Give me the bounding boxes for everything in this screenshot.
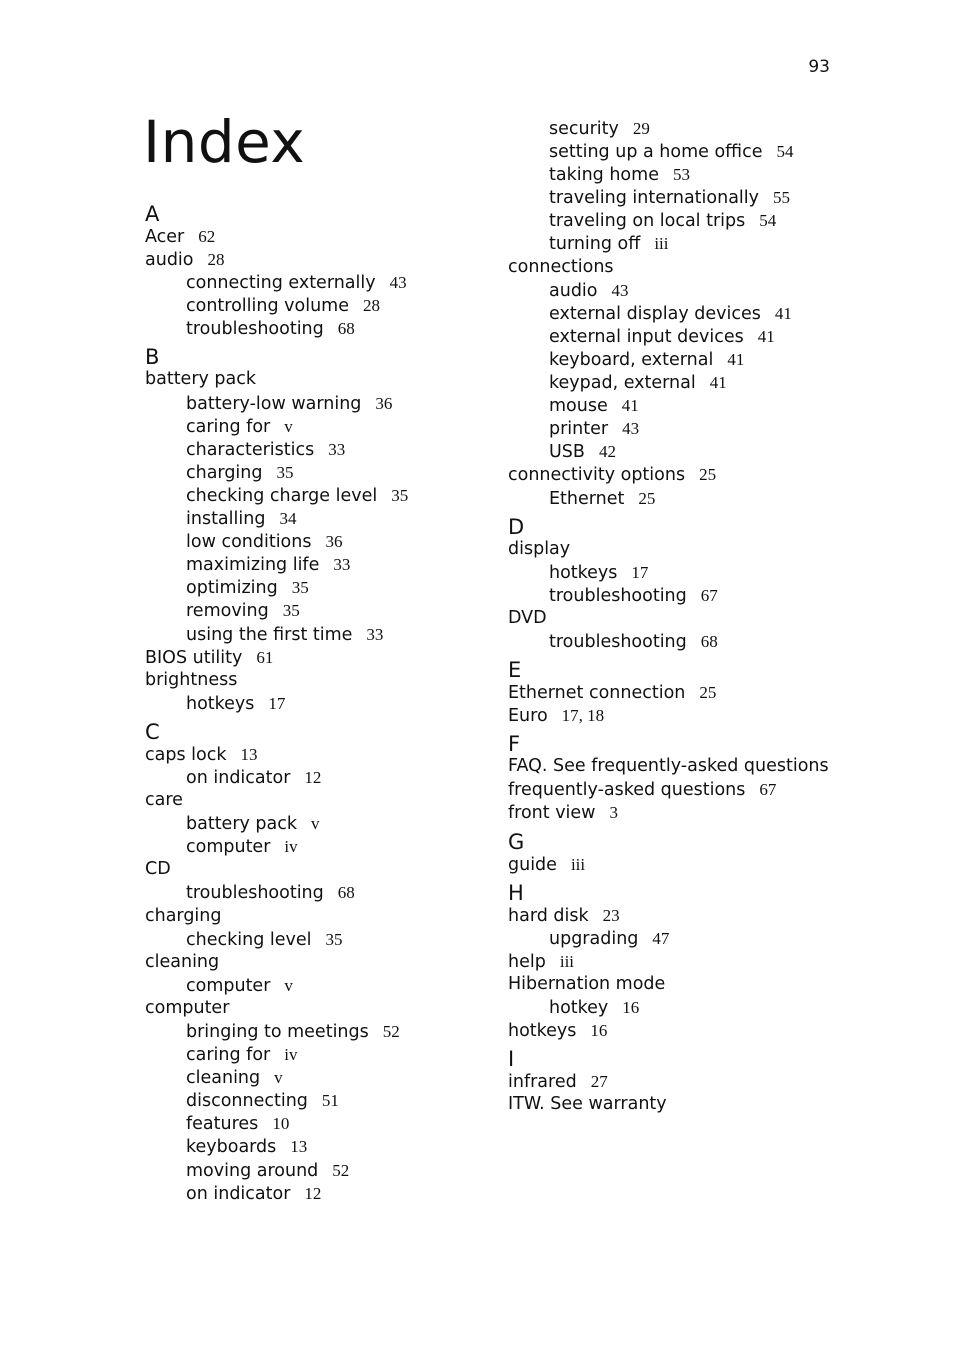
page-reference: 41 bbox=[757, 326, 775, 346]
index-subentry bbox=[508, 209, 838, 232]
index-term: security bbox=[549, 119, 619, 139]
page-reference: iv bbox=[284, 837, 298, 857]
index-term: mouse bbox=[549, 396, 608, 417]
index-subentry bbox=[145, 507, 485, 530]
index-entry bbox=[508, 538, 838, 561]
index-subentry bbox=[145, 438, 485, 461]
index-term: disconnecting bbox=[186, 1091, 308, 1112]
index-term: removing bbox=[186, 601, 269, 622]
index-term: keyboard, external bbox=[549, 349, 714, 370]
page-reference: 51 bbox=[321, 1091, 339, 1111]
page-reference: v bbox=[274, 1068, 283, 1088]
page-reference: 28 bbox=[362, 296, 380, 316]
page-reference: v bbox=[284, 975, 293, 995]
index-letter-heading: C bbox=[145, 719, 160, 744]
page-reference: 36 bbox=[325, 532, 343, 552]
index-term: DVD bbox=[508, 607, 547, 628]
page-reference: 29 bbox=[632, 119, 650, 138]
index-entry bbox=[508, 607, 838, 630]
index-subentry bbox=[145, 1089, 485, 1112]
index-term: bringing to meetings bbox=[186, 1022, 369, 1042]
index-term: charging bbox=[186, 462, 263, 483]
index-term: Ethernet bbox=[549, 488, 625, 509]
index-term: controlling volume bbox=[186, 296, 349, 317]
page-reference: 52 bbox=[382, 1022, 400, 1041]
index-term: keyboards bbox=[186, 1137, 277, 1158]
index-term: battery pack bbox=[145, 369, 257, 390]
index-column-left bbox=[145, 197, 485, 1205]
index-term: checking charge level bbox=[186, 485, 378, 506]
index-subentry bbox=[508, 186, 838, 209]
index-subentry bbox=[145, 317, 485, 340]
index-term: maximizing life bbox=[186, 555, 320, 576]
page-reference: 35 bbox=[276, 462, 294, 482]
page-reference: 16 bbox=[590, 1021, 608, 1041]
page-reference: 13 bbox=[240, 744, 258, 764]
page-reference: iii bbox=[559, 951, 575, 971]
index-term: caring for bbox=[186, 1045, 271, 1066]
index-entry bbox=[145, 248, 485, 271]
index-entry bbox=[508, 755, 838, 778]
index-entry bbox=[145, 997, 485, 1020]
page-reference: 25 bbox=[699, 683, 717, 703]
index-subentry bbox=[508, 325, 838, 348]
index-term: Acer bbox=[145, 227, 185, 247]
index-term: on indicator bbox=[186, 767, 291, 788]
index-subentry bbox=[508, 394, 838, 417]
page-reference: 53 bbox=[672, 165, 690, 185]
page-reference: 43 bbox=[611, 280, 629, 300]
index-term: external input devices bbox=[549, 326, 744, 347]
index-letter-heading: F bbox=[508, 732, 521, 757]
index-subentry bbox=[145, 1020, 485, 1043]
index-term: low conditions bbox=[186, 532, 312, 553]
index-term: computer bbox=[145, 997, 230, 1018]
page-reference: 47 bbox=[652, 928, 670, 948]
index-term: front view bbox=[508, 803, 596, 824]
page-reference: 43 bbox=[389, 273, 407, 293]
index-term: hard disk bbox=[508, 905, 589, 926]
index-subentry bbox=[508, 996, 838, 1019]
page-reference: 34 bbox=[279, 509, 297, 529]
index-subentry bbox=[508, 348, 838, 371]
page-reference: 28 bbox=[207, 250, 225, 270]
index-entry bbox=[508, 853, 838, 876]
index-term: traveling on local trips bbox=[549, 211, 746, 232]
index-subentry bbox=[145, 1159, 485, 1182]
page-reference: 25 bbox=[699, 465, 717, 485]
page-reference: 61 bbox=[256, 647, 274, 667]
index-term: computer bbox=[186, 975, 271, 996]
index-subentry bbox=[508, 417, 838, 440]
index-entry bbox=[508, 950, 838, 973]
index-subentry bbox=[508, 117, 838, 140]
page-reference: 33 bbox=[328, 439, 346, 459]
index-subentry bbox=[145, 392, 485, 415]
index-term: moving around bbox=[186, 1160, 319, 1181]
index-term: computer bbox=[186, 837, 271, 858]
index-subentry bbox=[145, 692, 485, 715]
index-term: audio bbox=[549, 280, 598, 301]
index-entry bbox=[508, 1093, 838, 1116]
index-term: care bbox=[145, 790, 183, 811]
page-reference: 68 bbox=[337, 883, 355, 903]
page-reference: 67 bbox=[700, 585, 718, 605]
index-subentry bbox=[145, 1043, 485, 1066]
index-subentry bbox=[145, 461, 485, 484]
index-term: ITW. See warranty bbox=[508, 1094, 667, 1115]
page-reference: v bbox=[284, 416, 293, 436]
index-entry bbox=[508, 681, 838, 704]
page-reference: iv bbox=[284, 1045, 298, 1065]
index-letter-heading: B bbox=[145, 345, 160, 370]
index-term: turning off bbox=[549, 234, 641, 255]
index-subentry bbox=[508, 561, 838, 584]
index-entry bbox=[508, 463, 838, 486]
page-reference: iii bbox=[654, 234, 669, 254]
index-subentry bbox=[508, 279, 838, 302]
page-reference: 52 bbox=[332, 1160, 350, 1180]
page-reference: 42 bbox=[598, 442, 616, 462]
index-subentry bbox=[145, 599, 485, 622]
index-term: battery-low warning bbox=[186, 393, 362, 414]
index-subentry bbox=[145, 553, 485, 576]
index-term: cleaning bbox=[145, 951, 220, 972]
index-term: guide bbox=[508, 854, 557, 875]
page-reference: 13 bbox=[290, 1137, 308, 1157]
page-reference: 33 bbox=[333, 555, 351, 575]
index-term: troubleshooting bbox=[186, 883, 324, 904]
index-term: troubleshooting bbox=[549, 585, 687, 606]
index-subentry bbox=[145, 294, 485, 317]
index-term: troubleshooting bbox=[549, 631, 687, 652]
index-term: Euro bbox=[508, 706, 548, 727]
page-reference: 54 bbox=[759, 211, 777, 231]
index-letter-heading: G bbox=[508, 829, 525, 854]
index-letter-heading: D bbox=[508, 514, 525, 539]
index-term: connecting externally bbox=[186, 273, 376, 294]
index-subentry bbox=[508, 140, 838, 163]
index-subentry bbox=[145, 1112, 485, 1135]
index-term: checking level bbox=[186, 929, 312, 950]
index-term: connections bbox=[508, 256, 614, 277]
index-entry bbox=[508, 973, 838, 996]
index-subentry bbox=[145, 812, 485, 835]
index-term: USB bbox=[549, 442, 585, 463]
index-subentry bbox=[508, 440, 838, 463]
index-term: FAQ. See frequently-asked questions bbox=[508, 756, 829, 777]
index-subentry bbox=[145, 1066, 485, 1089]
index-entry bbox=[508, 1019, 838, 1042]
index-subentry bbox=[145, 530, 485, 553]
index-entry bbox=[508, 904, 838, 927]
index-term: frequently-asked questions bbox=[508, 780, 746, 801]
index-term: optimizing bbox=[186, 578, 278, 599]
index-subentry bbox=[145, 576, 485, 599]
index-subentry bbox=[145, 271, 485, 294]
index-term: characteristics bbox=[186, 439, 315, 460]
index-subentry bbox=[145, 928, 485, 951]
index-subentry bbox=[508, 371, 838, 394]
page-reference: 41 bbox=[774, 303, 792, 323]
page-reference: 41 bbox=[727, 349, 745, 369]
index-subentry bbox=[145, 1182, 485, 1205]
index-subentry bbox=[508, 232, 838, 255]
index-entry bbox=[508, 1070, 838, 1093]
page-reference: 54 bbox=[776, 142, 794, 162]
index-entry bbox=[508, 801, 838, 824]
index-entry bbox=[145, 789, 485, 812]
index-term: traveling internationally bbox=[549, 188, 759, 209]
page-reference: 17 bbox=[268, 693, 286, 713]
page-reference: 68 bbox=[700, 631, 718, 651]
index-term: hotkeys bbox=[549, 562, 618, 583]
index-subentry bbox=[145, 881, 485, 904]
index-term: taking home bbox=[549, 165, 659, 186]
index-subentry bbox=[508, 487, 838, 510]
index-term: hotkeys bbox=[186, 693, 255, 714]
index-entry bbox=[508, 778, 838, 801]
index-term: keypad, external bbox=[549, 373, 696, 394]
index-term: printer bbox=[549, 419, 609, 440]
page-reference: 27 bbox=[590, 1072, 608, 1092]
index-subentry bbox=[145, 1135, 485, 1158]
page-reference: 17 bbox=[631, 562, 649, 582]
page-reference: 41 bbox=[621, 396, 639, 416]
index-term: help bbox=[508, 951, 546, 972]
index-subentry bbox=[508, 302, 838, 325]
page-reference: 68 bbox=[337, 319, 355, 339]
page-reference: 35 bbox=[291, 578, 309, 598]
page-reference: 17, 18 bbox=[561, 706, 605, 726]
index-term: troubleshooting bbox=[186, 319, 324, 340]
page-reference: 41 bbox=[709, 373, 727, 393]
page-reference: 12 bbox=[304, 1183, 322, 1203]
index-entry bbox=[145, 858, 485, 881]
index-entry bbox=[145, 225, 485, 248]
page-reference: iii bbox=[570, 854, 586, 874]
index-term: features bbox=[186, 1114, 259, 1135]
page-reference: v bbox=[311, 814, 320, 834]
index-subentry bbox=[145, 623, 485, 646]
page-reference: 10 bbox=[272, 1114, 290, 1134]
index-entry bbox=[145, 368, 485, 391]
page-reference: 35 bbox=[391, 485, 409, 505]
page-number: 93 bbox=[808, 57, 830, 77]
page-reference: 36 bbox=[375, 393, 393, 413]
page-reference: 67 bbox=[759, 780, 777, 800]
index-entry bbox=[508, 704, 838, 727]
page-reference: 23 bbox=[602, 905, 620, 925]
index-subentry bbox=[145, 484, 485, 507]
index-letter-heading: H bbox=[508, 880, 524, 905]
page-reference: 12 bbox=[304, 767, 322, 787]
index-subentry bbox=[145, 974, 485, 997]
index-term: setting up a home office bbox=[549, 142, 763, 163]
index-subentry bbox=[508, 927, 838, 950]
index-entry bbox=[145, 905, 485, 928]
index-letter-heading: A bbox=[145, 202, 160, 226]
page-reference: 33 bbox=[366, 624, 384, 644]
page-reference: 62 bbox=[198, 227, 216, 246]
index-term: cleaning bbox=[186, 1068, 261, 1089]
index-subentry bbox=[508, 584, 838, 607]
index-term: battery pack bbox=[186, 814, 298, 835]
index-term: Ethernet connection bbox=[508, 683, 686, 704]
page-reference: 16 bbox=[622, 998, 640, 1017]
index-term: caring for bbox=[186, 416, 271, 437]
page-reference: 25 bbox=[638, 488, 656, 508]
page-reference: 43 bbox=[622, 419, 640, 439]
index-column-right bbox=[508, 117, 838, 1116]
index-term: hotkey bbox=[549, 998, 609, 1018]
index-term: hotkeys bbox=[508, 1021, 577, 1042]
index-term: on indicator bbox=[186, 1183, 291, 1204]
page-reference: 35 bbox=[282, 601, 300, 621]
index-term: audio bbox=[145, 250, 194, 271]
index-letter-heading: I bbox=[508, 1047, 515, 1072]
index-term: external display devices bbox=[549, 303, 761, 324]
index-term: BIOS utility bbox=[145, 647, 243, 668]
index-term: Hibernation mode bbox=[508, 973, 666, 994]
index-entry bbox=[508, 256, 838, 279]
index-term: installing bbox=[186, 509, 266, 530]
index-subentry bbox=[145, 766, 485, 789]
index-term: upgrading bbox=[549, 928, 639, 949]
page-title: Index bbox=[143, 108, 306, 176]
index-subentry bbox=[508, 163, 838, 186]
index-term: connectivity options bbox=[508, 465, 686, 486]
page-reference: 55 bbox=[773, 188, 790, 208]
index-term: brightness bbox=[145, 669, 238, 690]
index-subentry bbox=[508, 630, 838, 653]
index-entry bbox=[145, 951, 485, 974]
index-term: CD bbox=[145, 859, 171, 880]
index-term: caps lock bbox=[145, 744, 227, 765]
index-subentry bbox=[145, 415, 485, 438]
index-term: charging bbox=[145, 905, 222, 926]
index-term: using the first time bbox=[186, 624, 353, 645]
index-entry bbox=[145, 669, 485, 692]
page-reference: 35 bbox=[325, 929, 343, 949]
index-term: display bbox=[508, 538, 571, 559]
index-letter-heading: E bbox=[508, 658, 522, 683]
index-entry bbox=[145, 646, 485, 669]
index-entry bbox=[145, 743, 485, 766]
index-subentry bbox=[145, 835, 485, 858]
page-reference: 3 bbox=[609, 803, 618, 823]
index-term: infrared bbox=[508, 1072, 577, 1093]
